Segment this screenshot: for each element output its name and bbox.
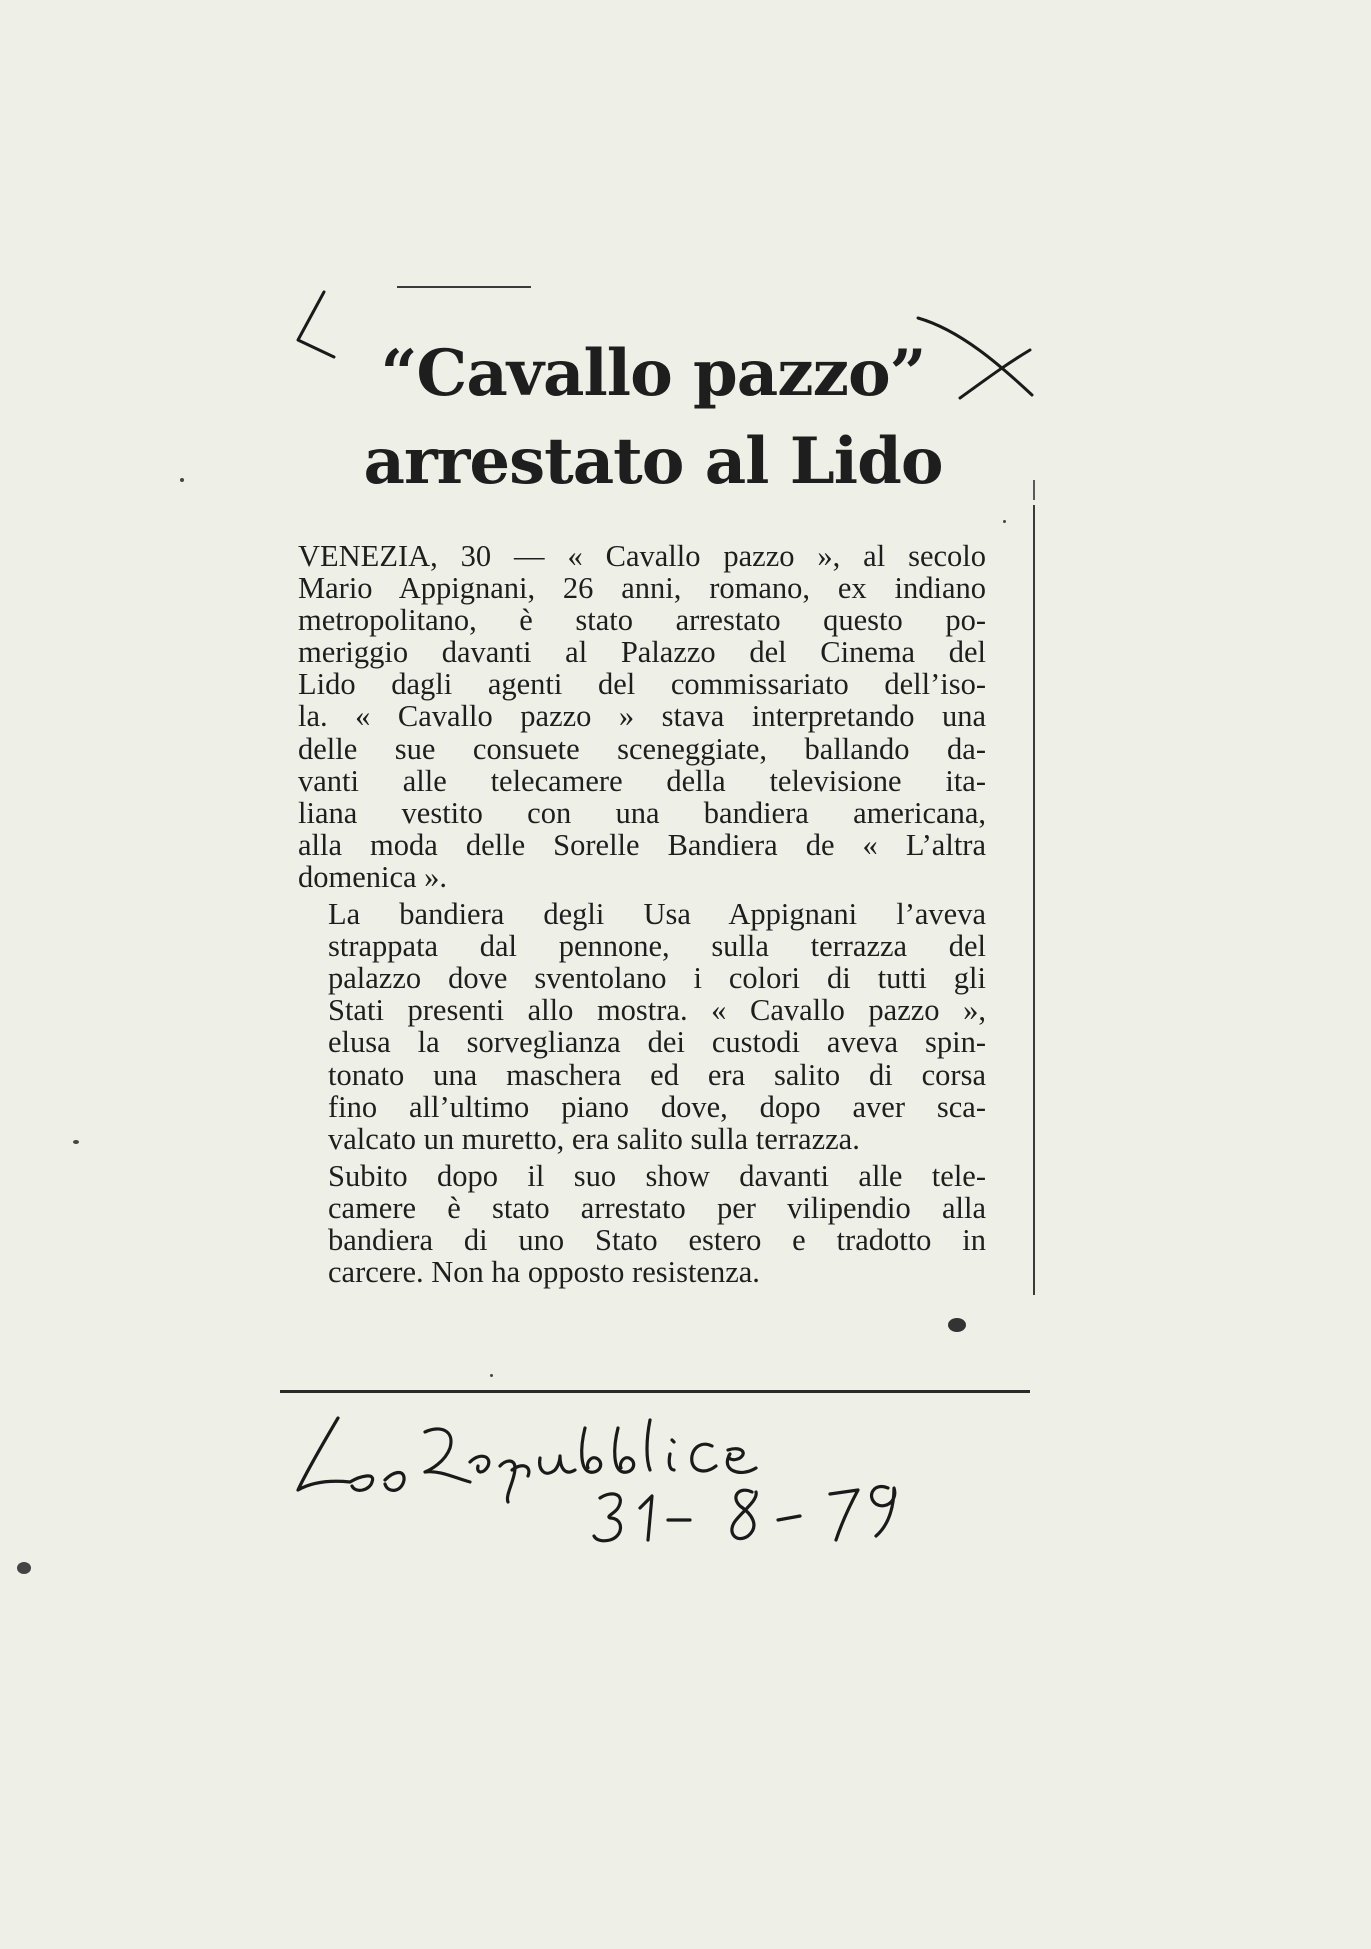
article-line: bandiera di uno Stato estero e tradotto in: [328, 1222, 986, 1257]
article-line: camere è stato arrestato per vilipendio alla: [328, 1190, 986, 1225]
pen-bracket-mark: [298, 292, 334, 357]
article-line: fino all’ultimo piano dove, dopo aver sca-: [328, 1089, 986, 1124]
article-line: carcere. Non ha opposto resistenza.: [328, 1255, 760, 1290]
article-line: la. « Cavallo pazzo » stava interpretando una: [298, 699, 986, 734]
article-line: palazzo dove sventolano i colori di tutti gli: [328, 961, 986, 996]
article-line: Mario Appignani, 26 anni, romano, ex indiano: [298, 571, 986, 606]
article-line: domenica ».: [298, 859, 448, 894]
article-line: vanti alle telecamere della televisione ita-: [298, 763, 986, 798]
article-line: elusa la sorveglianza dei custodi aveva spin-: [328, 1025, 986, 1060]
article-line: strappata dal pennone, sulla terrazza del: [328, 929, 986, 964]
article-line: alla moda delle Sorelle Bandiera de « L’altra: [298, 827, 986, 862]
article-line: tonato una maschera ed era salito di corsa: [328, 1057, 986, 1092]
article-line: VENEZIA, 30 — « Cavallo pazzo », al secolo: [298, 539, 986, 573]
article-line: delle sue consuete sceneggiate, ballando da-: [298, 731, 986, 766]
article-line: liana vestito con una bandiera americana,: [298, 795, 986, 830]
article-line: Stati presenti allo mostra. « Cavallo pazzo »,: [328, 993, 986, 1028]
handwritten-date: [594, 1487, 895, 1541]
article-line: meriggio davanti al Palazzo del Cinema del: [298, 635, 986, 670]
article-line: Subito dopo il suo show davanti alle tele-: [328, 1158, 986, 1193]
pen-cross-mark: [918, 318, 1032, 398]
handwritten-la-repubblica: [298, 1418, 756, 1502]
headline-line-1: “Cavallo pazzo”: [380, 336, 926, 411]
article-line: valcato un muretto, era salito sulla terrazza.: [328, 1121, 860, 1156]
headline-line-2: arrestato al Lido: [363, 424, 943, 499]
article-line: metropolitano, è stato arrestato questo po-: [298, 603, 986, 638]
article-line: La bandiera degli Usa Appignani l’aveva: [328, 897, 986, 932]
article-line: Lido dagli agenti del commissariato dell’iso-: [298, 667, 986, 702]
